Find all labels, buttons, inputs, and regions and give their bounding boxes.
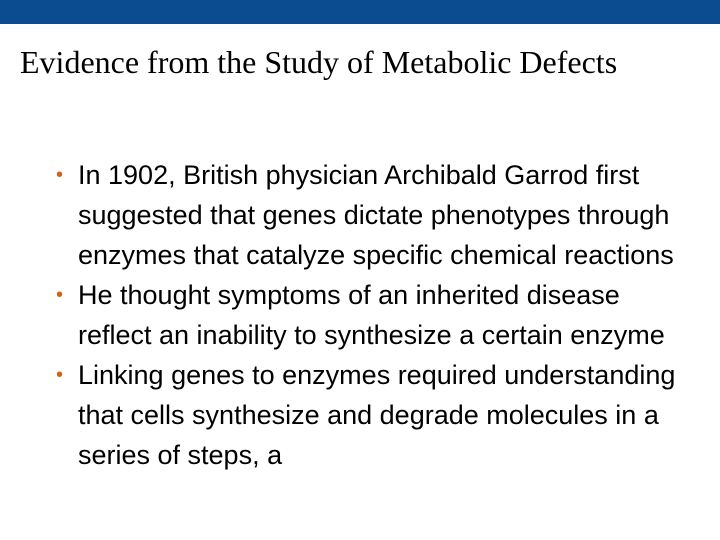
bullet-dot-icon: •	[56, 284, 64, 306]
bullet-text: He thought symptoms of an inherited disease reflect an inability to synthesize a certain enzyme	[78, 280, 665, 350]
bullet-item	[0, 355, 720, 475]
slide-title: Evidence from the Study of Metabolic Defects	[20, 44, 618, 80]
bullet-item	[0, 155, 720, 275]
bullet-text: In 1902, British physician Archibald Garrod first suggested that genes dictate phenotypes through enzymes that catalyze specific chemical reactions	[78, 160, 674, 270]
header-bar	[0, 0, 720, 24]
bullet-dot-icon: •	[56, 364, 64, 386]
bullet-text: Linking genes to enzymes required understanding that cells synthesize and degrade molecules in a series of steps, a	[78, 360, 676, 470]
bullet-list	[0, 155, 720, 475]
bullet-dot-icon: •	[56, 164, 64, 186]
bullet-item	[0, 275, 720, 355]
